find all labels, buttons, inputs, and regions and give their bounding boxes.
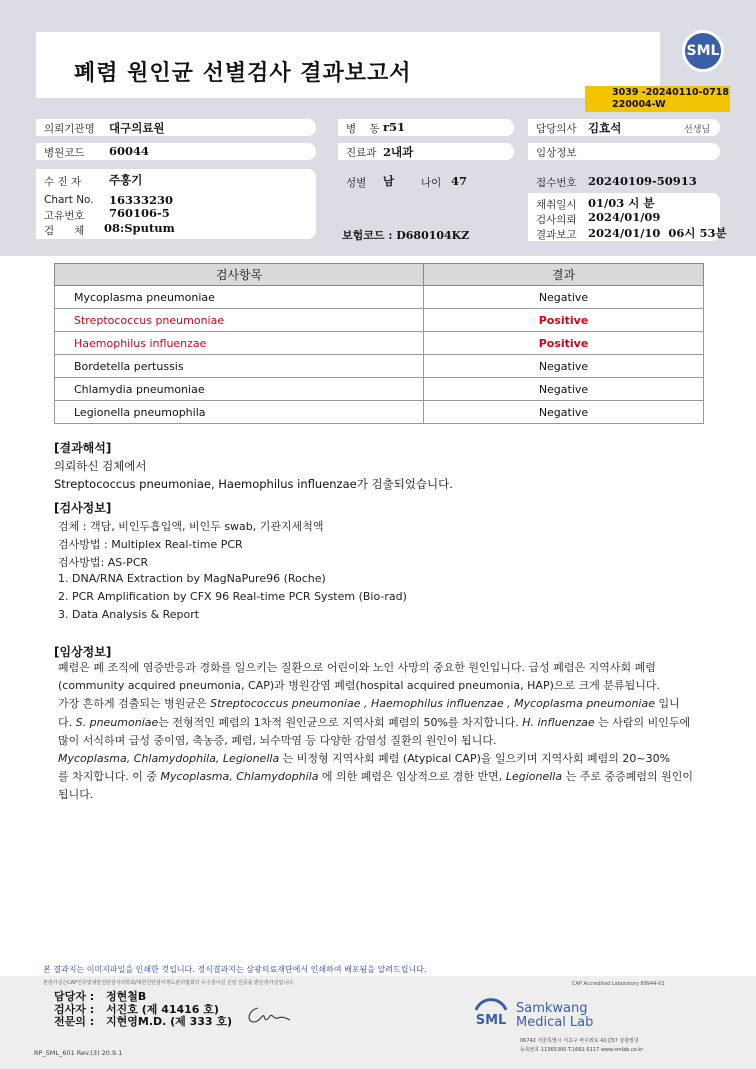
test-item: Mycoplasma pneumoniae — [55, 286, 424, 309]
reviewer-label: 검사자 : — [54, 1002, 95, 1016]
clinical-line — [58, 768, 710, 786]
id-label: 고유번호 — [44, 210, 85, 222]
clinical-organism: S. pneumoniae — [75, 715, 159, 729]
test-item: Legionella pneumophila — [55, 401, 424, 424]
accreditation-fine-print: 본검사실은CAP인증및대한진단검사의학회/대한진단검사정도관리협회의 우수검사실 신임 인증을 받은검사실입니다. — [43, 980, 295, 986]
collect-label: 채취일시 — [536, 199, 577, 211]
signature-icon — [244, 1004, 294, 1026]
lab-address-line1: 06742 서울특별시 서초구 바우뫼로 41길57 삼광빌딩 — [520, 1038, 639, 1044]
test-info-title: [검사정보] — [54, 501, 112, 515]
reviewer-value: 서진호 (제 41416 호) — [106, 1002, 219, 1016]
chart-value: 16333230 — [109, 193, 174, 207]
lab-address-line2: 등록번호 11365300 T.1661-5117 www.smlab.co.kr — [520, 1047, 644, 1053]
clinical-organism: Mycoplasma, Chlamydophila — [160, 770, 319, 784]
chart-label: Chart No. — [44, 194, 94, 206]
lab-name-line1: Samkwang — [516, 1001, 588, 1016]
report-number-line1: 3039 -20240110-0718 — [612, 87, 729, 98]
test-item: Bordetella pertussis — [55, 355, 424, 378]
test-result: Negative — [424, 401, 704, 424]
test-info-line: 2. PCR Amplification by CFX 96 Real-time PCR System (Bio-rad) — [58, 590, 407, 603]
dept-value: 2내과 — [383, 145, 414, 159]
test-item: Streptococcus pneumoniae — [55, 309, 424, 332]
sex-label: 성별 — [346, 177, 367, 189]
test-result: Negative — [424, 378, 704, 401]
specialist-label: 전문의 : — [54, 1015, 95, 1028]
results-table — [54, 263, 704, 424]
test-result: Negative — [424, 355, 704, 378]
test-result: Positive — [424, 309, 704, 332]
test-result: Positive — [424, 332, 704, 355]
receipt-value: 20240109-50913 — [588, 174, 697, 188]
test-info-line: 검체 : 객담, 비인두흡입액, 비인두 swab, 기관지세척액 — [58, 520, 324, 533]
clinical-text-span: 는 비정형 지역사회 폐렴 (Atypical CAP)을 일으키며 지역사회 폐렴의 20~30% — [279, 752, 671, 766]
signers-block — [54, 991, 232, 1029]
page-title: 폐렴 원인균 선별검사 결과보고서 — [74, 61, 412, 86]
ward-value: r51 — [383, 120, 406, 134]
clinical-line: 폐렴은 폐 조직에 염증반응과 경화를 일으키는 질환으로 어린이와 노인 사망의 중요한 원인입니다. 급성 폐렴은 지역사회 폐렴 — [58, 661, 656, 674]
clinical-text-span: 는 전형적인 폐렴의 1차적 원인균으로 지역사회 폐렴의 50%를 차지합니다. — [158, 715, 523, 729]
sml-logo-icon: SML — [682, 30, 724, 72]
institution-label: 의뢰기관명 — [44, 123, 95, 135]
clinical-organism: Streptococcus pneumoniae , Haemophilus influenzae , Mycoplasma pneumoniae — [210, 697, 655, 711]
test-info-line: 검사방법 : Multiplex Real-time PCR — [58, 538, 243, 551]
interpretation-title: [결과해석] — [54, 441, 112, 455]
lab-name-line2: Medical Lab — [516, 1015, 594, 1030]
table-row — [55, 309, 704, 332]
clinical-line: (community acquired pneumonia, CAP)과 병원감염 폐렴(hospital acquired pneumonia, HAP)으로 크게 분류됩니다. — [58, 679, 660, 693]
lab-name — [516, 1002, 593, 1030]
table-row — [55, 286, 704, 309]
interpretation-line2: Streptococcus pneumoniae, Haemophilus influenzae가 검출되었습니다. — [54, 477, 453, 491]
clinical-text-span: 가장 흔하게 검출되는 병원균은 — [58, 697, 211, 711]
dept-label: 진료과 — [346, 147, 377, 159]
ward-label: 병 동 — [346, 123, 380, 135]
id-value: 760106-5 — [109, 206, 170, 220]
doctor-label: 담당의사 — [536, 123, 577, 135]
clinical-line: 많이 서식하며 급성 중이염, 축농증, 폐렴, 뇌수막염 등 다양한 감염성 질환의 원인이 됩니다. — [58, 733, 497, 747]
specimen-value: 08:Sputum — [104, 221, 175, 235]
specialist-value: 지현영M.D. (제 333 호) — [106, 1015, 233, 1028]
clinical-text-span: 를 차지합니다. 이 중 — [58, 770, 161, 784]
table-row — [55, 378, 704, 401]
patient-label: 수 진 자 — [44, 176, 82, 188]
col-result-header: 결과 — [424, 264, 704, 286]
hospital-code-value: 60044 — [109, 144, 150, 158]
age-label: 나이 — [421, 177, 442, 189]
clinical-line — [58, 714, 710, 732]
insurance-code: 보험코드 : D680104KZ — [342, 229, 470, 242]
request-label: 검사의뢰 — [536, 214, 577, 226]
clinical-title: [임상정보] — [54, 645, 112, 659]
clinical-text-span: 에 의한 폐렴은 임상적으로 경한 반면, — [318, 770, 506, 784]
test-item: Chlamydia pneumoniae — [55, 378, 424, 401]
table-row — [55, 355, 704, 378]
analyst-value: 정현철B — [106, 990, 147, 1003]
clinical-line: 됩니다. — [58, 788, 94, 802]
test-item: Haemophilus influenzae — [55, 332, 424, 355]
hospital-code-label: 병원코드 — [44, 147, 85, 159]
test-info-line: 1. DNA/RNA Extraction by MagNaPure96 (Roche) — [58, 572, 326, 585]
cap-accreditation: CAP Accredited Laboratory 89944-01 — [572, 981, 665, 987]
image-notice: 본 결과지는 이미지파일을 인쇄한 것입니다. 정식결과지는 삼광의료재단에서 인쇄하여 배포됨을 알려드립니다. — [43, 965, 427, 974]
test-info-line: 3. Data Analysis & Report — [58, 608, 200, 621]
sex-value: 남 — [383, 174, 395, 188]
clinical-organism: Legionella — [505, 770, 563, 784]
lab-address — [520, 1037, 643, 1055]
age-value: 47 — [451, 174, 468, 188]
report-value: 2024/01/10 06시 53분 — [588, 226, 727, 240]
clinical-line — [58, 695, 710, 713]
test-result: Negative — [424, 286, 704, 309]
interpretation-line1: 의뢰하신 검체에서 — [54, 459, 147, 473]
results-header-row — [55, 264, 704, 286]
table-row — [55, 332, 704, 355]
test-info-line: 검사방법: AS-PCR — [58, 556, 149, 569]
institution-value: 대구의료원 — [109, 121, 165, 135]
doctor-value: 김효석 — [588, 121, 622, 135]
title-box — [36, 32, 660, 98]
table-row — [55, 401, 704, 424]
col-item-header: 검사항목 — [55, 264, 424, 286]
form-number: RP_SML_601 Rev.(3) 20.9.1 — [34, 1049, 123, 1057]
specimen-label: 검 체 — [44, 225, 85, 237]
report-label: 결과보고 — [536, 229, 577, 241]
samkwang-logo-icon — [470, 996, 512, 1034]
clinical-text-span: 는 사람의 비인두에 — [594, 715, 691, 729]
doctor-suffix: 선생님 — [684, 125, 711, 135]
receipt-label: 접수번호 — [536, 177, 577, 189]
clinical-line — [58, 750, 710, 768]
patient-value: 주홍기 — [109, 173, 143, 187]
clinical-text — [58, 659, 710, 805]
analyst-label: 담당자 : — [54, 990, 95, 1003]
specialist-row — [54, 1016, 232, 1029]
clinical-text-span: 는 주로 중증폐렴의 원인이 — [562, 770, 693, 784]
clinical-organism: Mycoplasma, Chlamydophila, Legionella — [58, 752, 280, 766]
clinical-info-label: 임상정보 — [536, 147, 577, 159]
samkwang-logo-text: SML — [475, 1013, 507, 1028]
report-number-badge — [585, 86, 730, 112]
report-number-line2: 220004-W — [612, 99, 666, 110]
clinical-organism: H. influenzae — [522, 715, 595, 729]
request-value: 2024/01/09 — [588, 210, 661, 224]
clinical-text-span: 입니 — [655, 697, 680, 711]
clinical-text-span: 다. — [58, 715, 76, 729]
collect-value: 01/03 시 분 — [588, 196, 655, 210]
